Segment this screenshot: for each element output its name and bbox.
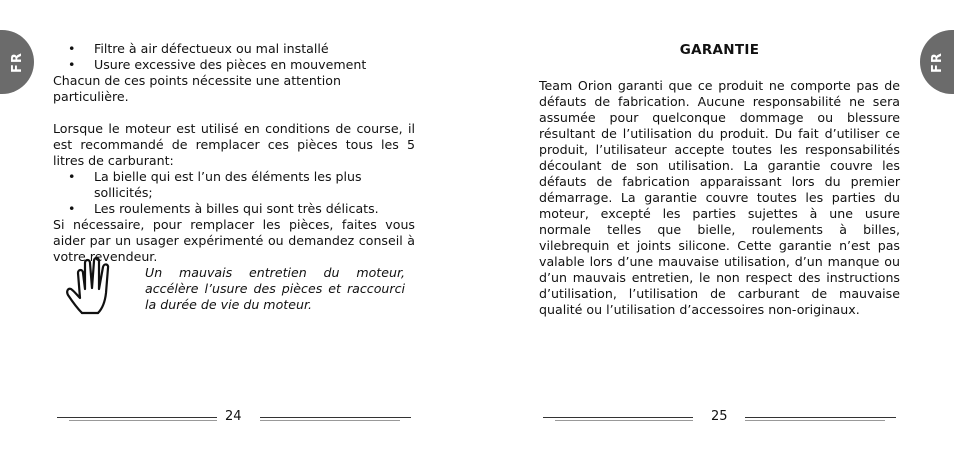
bullet-list-top: [53, 41, 415, 73]
language-tab-label: FR: [9, 51, 25, 73]
page-number: 25: [711, 409, 728, 424]
language-tab-left: [0, 30, 34, 94]
bullet-list-mid: [53, 169, 415, 217]
note-text: Un mauvais entretien du moteur, accélère l’usure des pièces et raccourci la durée de vie du moteur.: [145, 265, 405, 312]
warranty-paragraph: Team Orion garanti que ce produit ne comporte pas de défauts de fabrication. Aucune responsabilité ne sera assumée pour quelconque dommage ou blessure résultant de l’utilisation du produit. Du fait d’utiliser ce produit, l’utilisateur accepte toutes les responsabilités découlant de son utilisation. La garantie couvre les défauts de fabrication apparaissant lors du premier démarrage. La garantie couvre toutes les parties du moteur, excepté les parties sujettes à une usure normale telles que bielle, roulements à billes, vilebrequin et joints silicone. Cette garantie n’est pas valable lors d’une mauvaise utilisation, d’un manque ou d’un mauvais entretien, le non respect des instructions d’utilisation, l’utilisation de carburant de mauvaise qualité ou l’utilisation d’accessoires non-originaux.: [539, 78, 900, 317]
paragraph: Chacun de ces points nécessite une attention particulière.: [53, 73, 341, 104]
section-heading: GARANTIE: [679, 42, 760, 58]
list-item: • La bielle qui est l’un des éléments les plus sollicités;: [53, 169, 415, 201]
language-tab-label: FR: [929, 51, 945, 73]
right-page-footer: [543, 409, 896, 425]
list-item: • Filtre à air défectueux ou mal installé: [53, 41, 415, 57]
right-page-content: [539, 41, 900, 318]
page-number: 24: [225, 409, 242, 424]
language-tab-right: [920, 30, 954, 94]
list-item: • Les roulements à billes qui sont très délicats.: [53, 201, 415, 217]
left-page-content: [53, 41, 415, 265]
hand-icon: [62, 255, 122, 317]
paragraph: Si nécessaire, pour remplacer les pièces, faites vous aider par un usager expérimenté ou demandez conseil à votre revendeur.: [53, 217, 415, 264]
left-page-footer: [57, 409, 411, 425]
list-item: • Usure excessive des pièces en mouvement: [53, 57, 415, 73]
paragraph: Lorsque le moteur est utilisé en conditions de course, il est recommandé de remplacer ces pièces tous les 5 litres de carburant:: [53, 121, 415, 168]
warning-note: [62, 255, 407, 319]
